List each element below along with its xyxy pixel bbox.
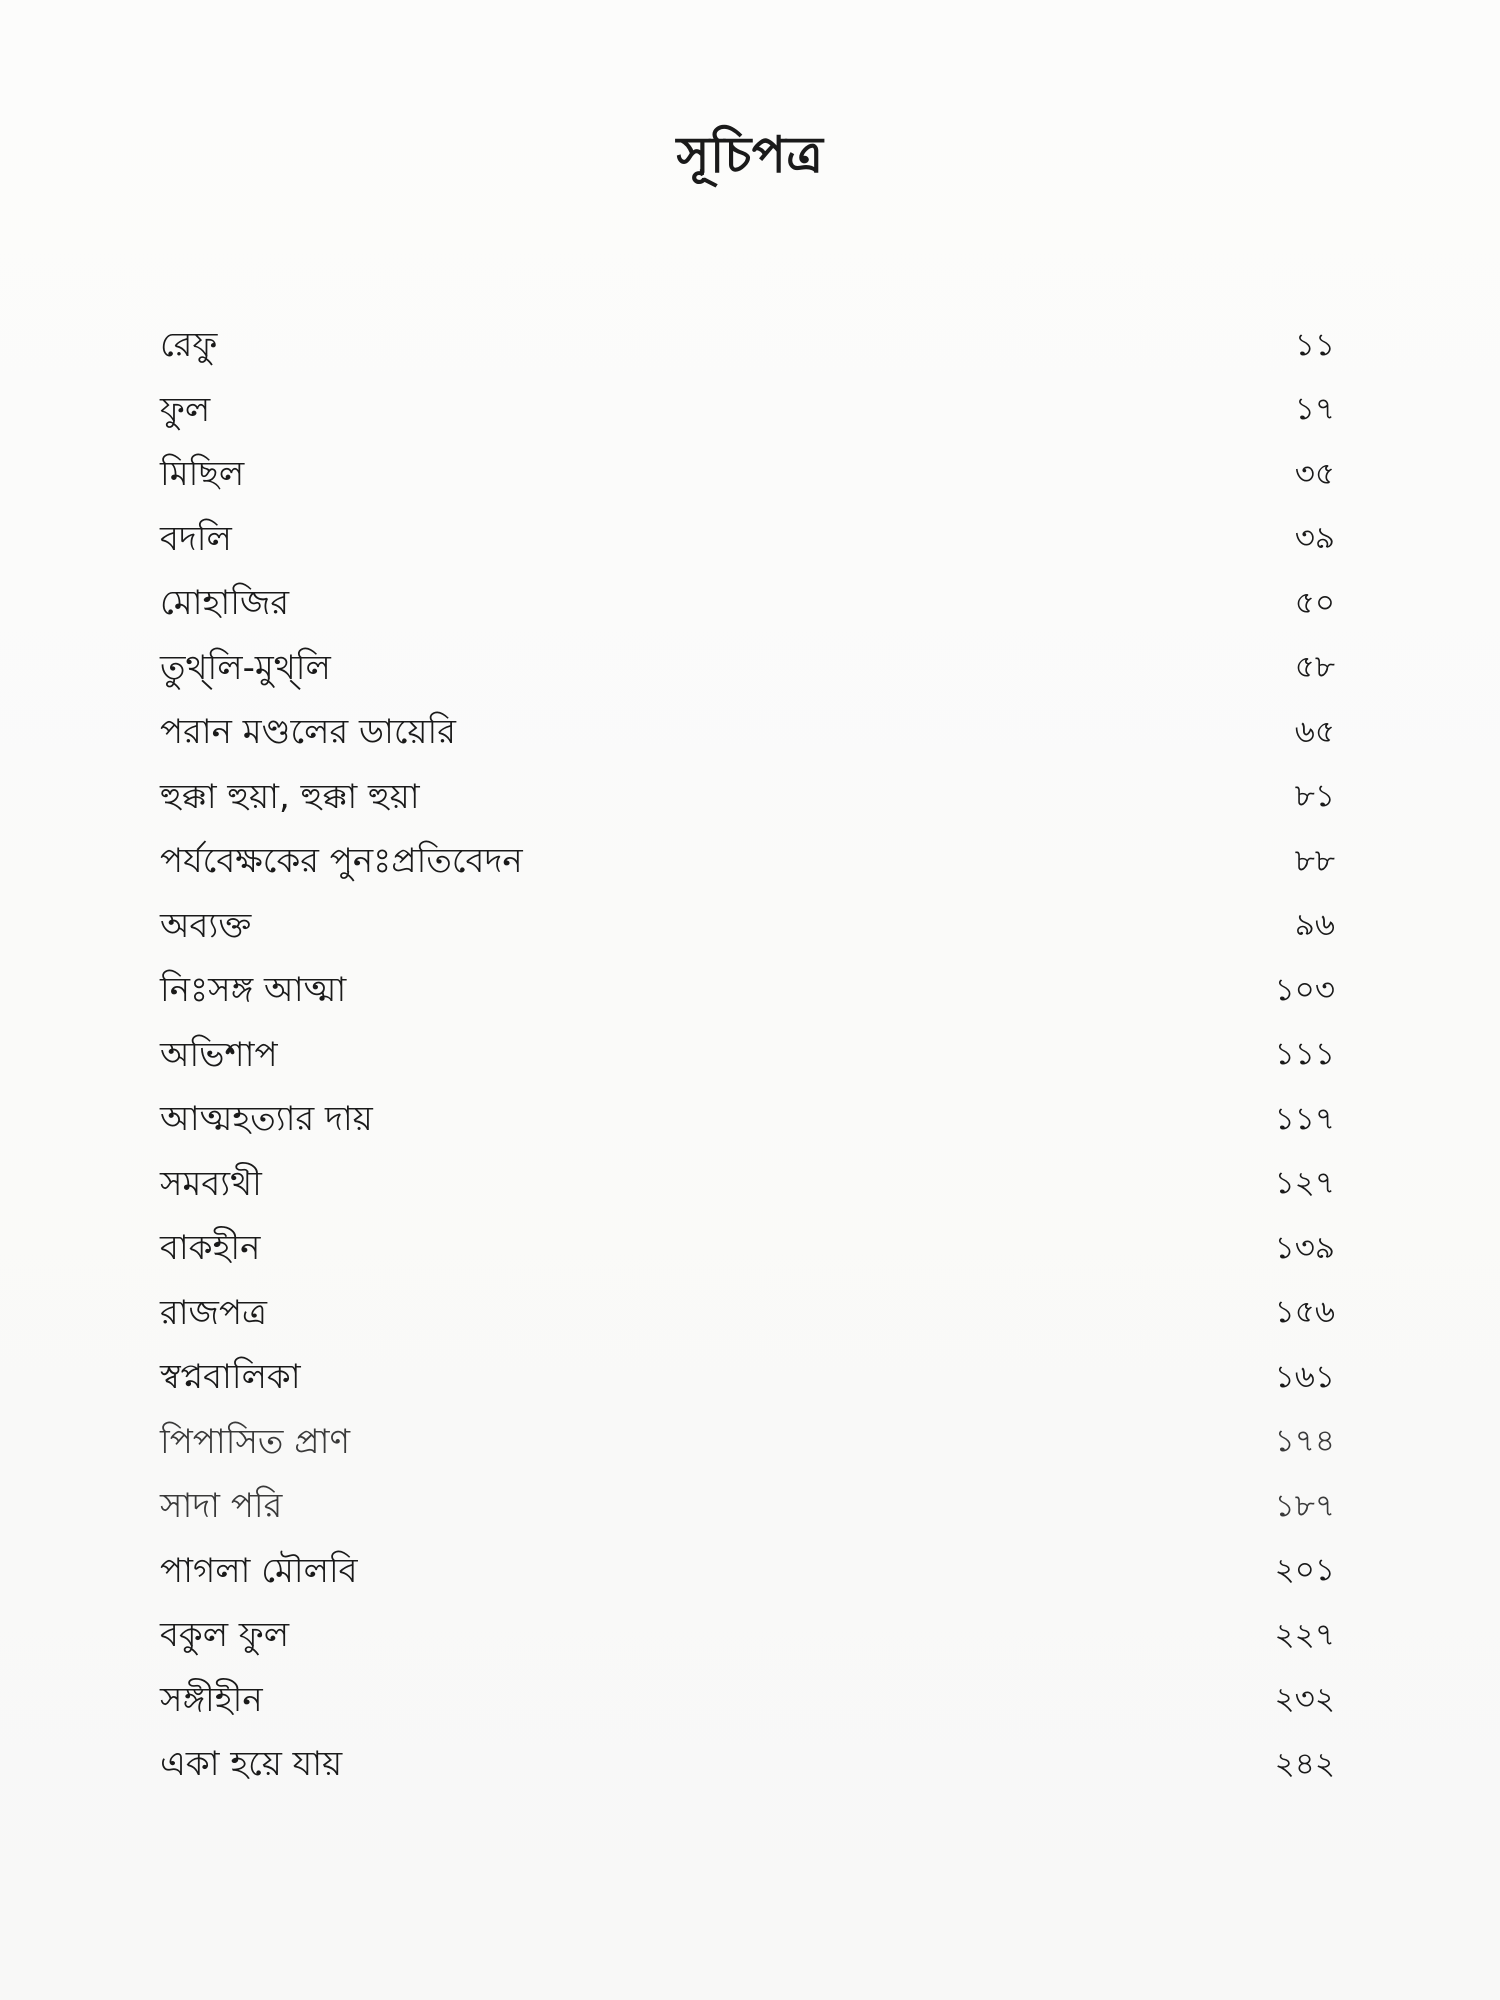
- toc-item-title: একা হয়ে যায়: [160, 1744, 343, 1785]
- toc-page-number: ৬৫: [1294, 713, 1335, 750]
- toc-row: [160, 958, 1335, 1023]
- toc-row: [160, 1603, 1335, 1668]
- toc-item-title: মোহাজির: [160, 583, 290, 624]
- toc-row: [160, 636, 1335, 701]
- toc-item-title: অভিশাপ: [160, 1034, 278, 1075]
- toc-row: [160, 700, 1335, 765]
- toc-row: [160, 1345, 1335, 1410]
- toc-item-title: নিঃসঙ্গ আত্মা: [160, 970, 347, 1011]
- toc-row: [160, 894, 1335, 959]
- toc-item-title: স্বপ্নবালিকা: [160, 1357, 301, 1398]
- toc-row: [160, 571, 1335, 636]
- toc-item-title: হুক্কা হুয়া, হুক্কা হুয়া: [160, 776, 420, 817]
- toc-row: [160, 378, 1335, 443]
- toc-row: [160, 765, 1335, 830]
- table-of-contents: [160, 313, 1335, 1797]
- toc-row: [160, 829, 1335, 894]
- toc-row: [160, 1732, 1335, 1797]
- toc-page-number: ৩৫: [1294, 455, 1335, 492]
- toc-item-title: আত্মহত্যার দায়: [160, 1099, 373, 1140]
- page-title: সূচিপত্র: [676, 126, 824, 184]
- toc-page-number: ১১৭: [1274, 1100, 1335, 1137]
- toc-page-number: ৫০: [1294, 584, 1335, 621]
- toc-item-title: সাদা পরি: [160, 1486, 283, 1527]
- toc-item-title: মিছিল: [160, 454, 245, 495]
- toc-row: [160, 313, 1335, 378]
- toc-item-title: সমব্যথী: [160, 1163, 262, 1204]
- toc-item-title: রেফু: [160, 325, 218, 366]
- toc-item-title: অব্যক্ত: [160, 905, 252, 946]
- toc-page-number: ১৭৪: [1274, 1423, 1335, 1460]
- toc-page-number: ২২৭: [1274, 1616, 1335, 1653]
- toc-item-title: তুথ্‌লি-মুথ্‌লি: [160, 647, 331, 688]
- toc-page-number: ১৬১: [1274, 1358, 1335, 1395]
- toc-row: [160, 1410, 1335, 1475]
- toc-item-title: ফুল: [160, 389, 211, 430]
- toc-row: [160, 1668, 1335, 1733]
- toc-page-number: ৯৬: [1294, 907, 1335, 944]
- toc-row: [160, 507, 1335, 572]
- toc-row: [160, 1216, 1335, 1281]
- toc-page-number: ৩৯: [1294, 520, 1335, 557]
- toc-page-number: ৮১: [1294, 778, 1335, 815]
- toc-item-title: বদলি: [160, 518, 232, 559]
- toc-row: [160, 1087, 1335, 1152]
- toc-item-title: পাগলা মৌলবি: [160, 1550, 358, 1591]
- toc-page-number: ১৩৯: [1274, 1229, 1335, 1266]
- toc-row: [160, 442, 1335, 507]
- toc-page-number: ৮৮: [1294, 842, 1335, 879]
- toc-row: [160, 1023, 1335, 1088]
- toc-page-number: ১৭: [1294, 391, 1335, 428]
- toc-page-number: ১৮৭: [1274, 1487, 1335, 1524]
- toc-row: [160, 1474, 1335, 1539]
- toc-page-number: ১৫৬: [1274, 1294, 1335, 1331]
- toc-item-title: রাজপত্র: [160, 1292, 268, 1333]
- toc-page-number: ১১: [1294, 326, 1335, 363]
- toc-item-title: পিপাসিত প্রাণ: [160, 1421, 351, 1462]
- toc-page-number: ২৪২: [1274, 1745, 1335, 1782]
- toc-item-title: পরান মণ্ডলের ডায়েরি: [160, 712, 456, 753]
- toc-page-number: ১১১: [1274, 1036, 1335, 1073]
- toc-page-number: ৫৮: [1294, 649, 1335, 686]
- toc-item-title: বাকহীন: [160, 1228, 261, 1269]
- toc-page-number: ১০৩: [1274, 971, 1335, 1008]
- toc-item-title: সঙ্গীহীন: [160, 1679, 263, 1720]
- toc-page-number: ২৩২: [1274, 1681, 1335, 1718]
- toc-page-number: ২০১: [1274, 1552, 1335, 1589]
- toc-row: [160, 1281, 1335, 1346]
- toc-row: [160, 1539, 1335, 1604]
- toc-page-number: ১২৭: [1274, 1165, 1335, 1202]
- toc-item-title: পর্যবেক্ষকের পুনঃপ্রতিবেদন: [160, 841, 523, 882]
- toc-item-title: বকুল ফুল: [160, 1615, 290, 1656]
- toc-row: [160, 1152, 1335, 1217]
